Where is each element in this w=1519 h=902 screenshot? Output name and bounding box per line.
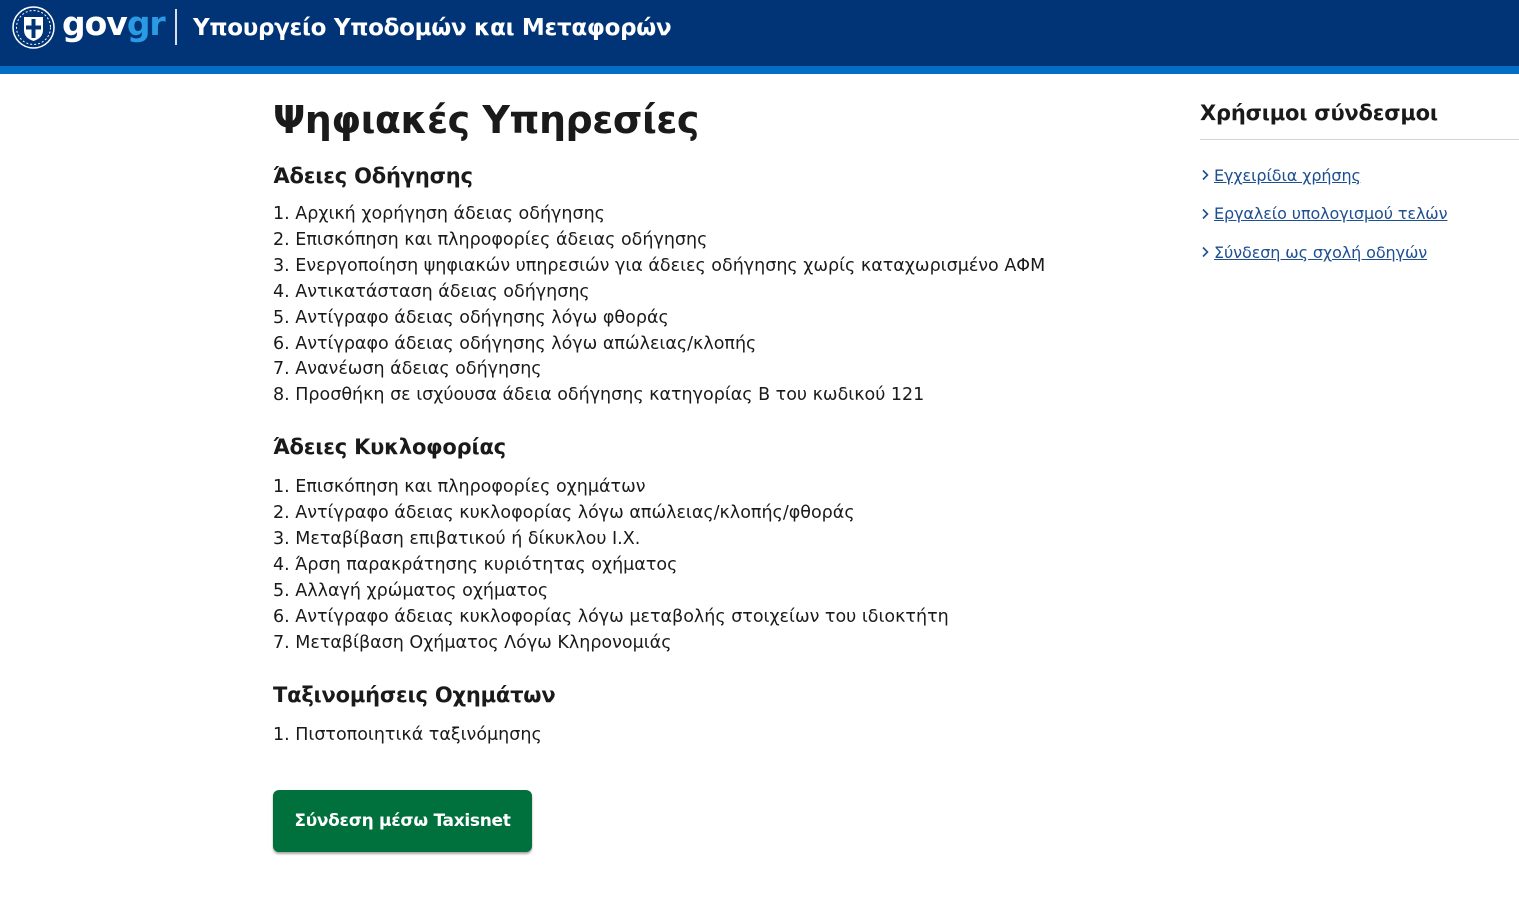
main-content xyxy=(273,96,1133,852)
link-user-manuals[interactable]: Εγχειρίδια χρήσης xyxy=(1214,165,1361,185)
list-item: 6. Αντίγραφο άδειας οδήγησης λόγω απώλειας/κλοπής xyxy=(273,333,757,354)
list-item: 4. Άρση παρακράτησης κυριότητας οχήματος xyxy=(273,554,678,575)
list-item: 5. Αντίγραφο άδειας οδήγησης λόγω φθοράς xyxy=(273,307,669,328)
list-item: 7. Μεταβίβαση Οχήματος Λόγω Κληρονομιάς xyxy=(273,632,672,653)
list-item: 1. Επισκόπηση και πληροφορίες οχημάτων xyxy=(273,477,646,498)
link-driving-school-login[interactable]: Σύνδεση ως σχολή οδηγών xyxy=(1214,242,1428,262)
section-title-driving-licenses: Άδειες Οδήγησης xyxy=(273,164,473,188)
list-item: 8. Προσθήκη σε ισχύουσα άδεια οδήγησης κατηγορίας B του κωδικού 121 xyxy=(273,385,925,406)
driving-licenses-list xyxy=(273,202,1133,409)
useful-links-sidebar xyxy=(1200,96,1519,272)
vehicle-classification-list xyxy=(273,723,1133,749)
useful-links-list xyxy=(1200,156,1519,272)
list-item: 3. Μεταβίβαση επιβατικού ή δίκυκλου Ι.Χ. xyxy=(273,529,641,550)
list-item xyxy=(1200,195,1519,234)
chevron-right-icon xyxy=(1200,245,1214,259)
logo-gr-text: gr xyxy=(126,4,165,43)
header-divider xyxy=(175,9,177,45)
site-header xyxy=(0,0,1519,66)
header-stripe xyxy=(0,66,1519,74)
section-title-vehicle-registration: Άδειες Κυκλοφορίας xyxy=(273,435,506,460)
list-item: 2. Επισκόπηση και πληροφορίες άδειας οδήγησης xyxy=(273,229,708,250)
list-item: 5. Αλλαγή χρώματος οχήματος xyxy=(273,580,549,601)
list-item: 1. Αρχική χορήγηση άδειας οδήγησης xyxy=(273,204,605,224)
link-fee-calculator[interactable]: Εργαλείο υπολογισμού τελών xyxy=(1214,204,1448,224)
list-item xyxy=(1200,156,1519,195)
chevron-right-icon xyxy=(1200,207,1214,221)
logo-gov-text: gov xyxy=(62,4,127,43)
vehicle-registration-list xyxy=(273,475,1133,656)
list-item: 7. Ανανέωση άδειας οδήγησης xyxy=(273,359,542,380)
ministry-name[interactable]: Υπουργείο Υποδομών και Μεταφορών xyxy=(193,15,672,41)
sidebar-title: Χρήσιμοι σύνδεσμοι xyxy=(1200,96,1519,140)
list-item: 6. Αντίγραφο άδειας κυκλοφορίας λόγω μεταβολής στοιχείων του ιδιοκτήτη xyxy=(273,606,949,627)
taxisnet-login-button[interactable]: Σύνδεση μέσω Taxisnet xyxy=(273,790,532,852)
chevron-right-icon xyxy=(1200,168,1214,182)
list-item xyxy=(1200,233,1519,272)
list-item: 1. Πιστοποιητικά ταξινόμησης xyxy=(273,724,542,745)
page-title: Ψηφιακές Υπηρεσίες xyxy=(273,98,699,142)
govgr-logo[interactable] xyxy=(62,2,165,46)
greek-coat-of-arms-icon xyxy=(12,6,55,49)
list-item: 4. Αντικατάσταση άδειας οδήγησης xyxy=(273,281,590,302)
list-item: 2. Αντίγραφο άδειας κυκλοφορίας λόγω απώλειας/κλοπής/φθοράς xyxy=(273,503,855,524)
list-item: 3. Ενεργοποίηση ψηφιακών υπηρεσιών για άδειες οδήγησης χωρίς καταχωρισμένο ΑΦΜ xyxy=(273,255,1046,276)
section-title-vehicle-classification: Ταξινομήσεις Οχημάτων xyxy=(273,682,556,707)
